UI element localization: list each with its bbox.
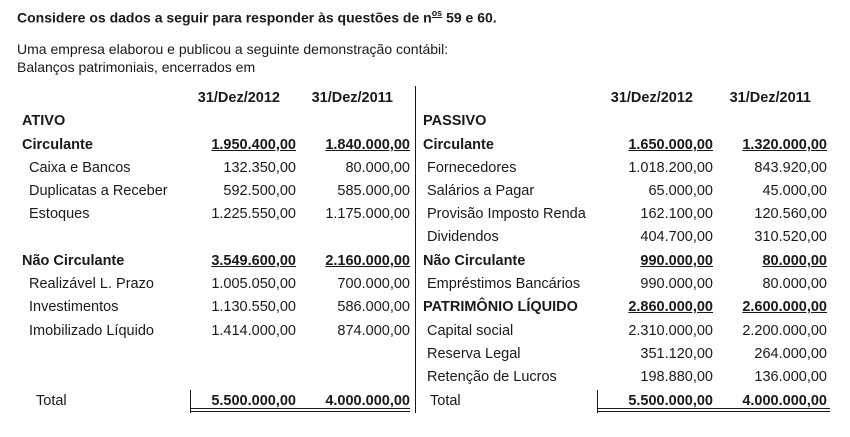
passivo-col-2011: 31/Dez/2011 [729,90,811,106]
ativo-row-value-2012: 1.950.400,00 [211,137,296,153]
ativo-total-value-2012: 5.500.000,00 [211,393,296,409]
ativo-row-value-2012: 3.549.600,00 [211,253,296,269]
ativo-row-value-2011: 874.000,00 [337,323,410,339]
passivo-row-label: Capital social [427,323,514,339]
passivo-row-label: Provisão Imposto Renda [427,206,586,222]
passivo-row-value-2012: 2.860.000,00 [628,299,713,315]
ativo-row-value-2012: 1.225.550,00 [211,206,296,222]
passivo-row-value-2012: 990.000,00 [640,276,713,292]
ativo-col-2012: 31/Dez/2012 [197,90,280,106]
passivo-total-value-2012: 5.500.000,00 [628,393,713,409]
divider-center [415,86,416,413]
passivo-row-value-2012: 351.120,00 [640,346,713,362]
passivo-row-label: Reserva Legal [427,346,521,362]
ativo-row-label: Investimentos [29,299,119,315]
question-heading [17,9,497,26]
passivo-row-value-2011: 80.000,00 [762,276,827,292]
heading-prefix: Considere os dados a seguir para responder às questões de n [17,9,432,26]
ativo-row-value-2011: 1.840.000,00 [325,137,410,153]
passivo-col-2012: 31/Dez/2012 [610,90,693,106]
passivo-row-value-2011: 310.520,00 [754,229,827,245]
ativo-title: ATIVO [22,113,66,129]
passivo-row-value-2011: 80.000,00 [762,253,827,269]
ativo-row-label: Não Circulante [22,253,125,269]
ativo-row-value-2011: 80.000,00 [345,160,410,176]
passivo-row-value-2011: 1.320.000,00 [742,137,827,153]
passivo-title: PASSIVO [423,113,487,129]
passivo-row-value-2011: 120.560,00 [754,206,827,222]
passivo-row-value-2012: 1.018.200,00 [628,160,713,176]
intro-line-2: Balanços patrimoniais, encerrados em [17,59,256,75]
ativo-row-label: Circulante [22,137,93,153]
passivo-row-label: Fornecedores [427,160,517,176]
ativo-row-value-2012: 1.414.000,00 [211,323,296,339]
ativo-row-value-2012: 1.005.050,00 [211,276,296,292]
passivo-row-value-2012: 162.100,00 [640,206,713,222]
passivo-row-label: Não Circulante [423,253,526,269]
passivo-row-label: PATRIMÔNIO LÍQUIDO [423,299,578,315]
passivo-row-label: Empréstimos Bancários [427,276,581,292]
ativo-row-value-2012: 592.500,00 [223,183,296,199]
passivo-row-value-2011: 136.000,00 [754,369,827,385]
passivo-total-label: Total [430,393,461,409]
ativo-col-2011: 31/Dez/2011 [311,90,393,106]
ativo-total-value-2011: 4.000.000,00 [325,393,410,409]
passivo-row-label: Retenção de Lucros [427,369,557,385]
passivo-row-value-2012: 65.000,00 [648,183,713,199]
ativo-total-line-2 [190,411,410,412]
heading-superscript: os [431,8,443,18]
ativo-row-value-2011: 2.160.000,00 [325,253,410,269]
passivo-total-value-2011: 4.000.000,00 [742,393,827,409]
ativo-row-value-2011: 1.175.000,00 [325,206,410,222]
passivo-row-value-2011: 2.200.000,00 [742,323,827,339]
ativo-row-label: Estoques [29,206,90,222]
ativo-row-value-2011: 586.000,00 [337,299,410,315]
ativo-row-value-2011: 700.000,00 [337,276,410,292]
ativo-row-value-2012: 1.130.550,00 [211,299,296,315]
passivo-row-value-2012: 404.700,00 [640,229,713,245]
ativo-row-label: Duplicatas a Receber [29,183,168,199]
passivo-row-value-2012: 990.000,00 [640,253,713,269]
heading-suffix: 59 e 60. [442,9,497,26]
passivo-row-value-2011: 264.000,00 [754,346,827,362]
passivo-row-value-2011: 2.600.000,00 [742,299,827,315]
ativo-total-label: Total [36,393,67,409]
passivo-row-label: Salários a Pagar [427,183,535,199]
ativo-row-label: Imobilizado Líquido [29,323,154,339]
ativo-row-value-2012: 132.350,00 [223,160,296,176]
passivo-row-value-2011: 843.920,00 [754,160,827,176]
passivo-row-value-2011: 45.000,00 [762,183,827,199]
ativo-row-label: Caixa e Bancos [29,160,131,176]
ativo-row-label: Realizável L. Prazo [29,276,154,292]
passivo-row-value-2012: 1.650.000,00 [628,137,713,153]
ativo-row-value-2011: 585.000,00 [337,183,410,199]
passivo-row-label: Dividendos [427,229,499,245]
passivo-row-value-2012: 2.310.000,00 [628,323,713,339]
passivo-row-value-2012: 198.880,00 [640,369,713,385]
passivo-row-label: Circulante [423,137,494,153]
intro-line-1: Uma empresa elaborou e publicou a seguinte demonstração contábil: [17,41,449,57]
passivo-total-line-2 [597,411,830,412]
